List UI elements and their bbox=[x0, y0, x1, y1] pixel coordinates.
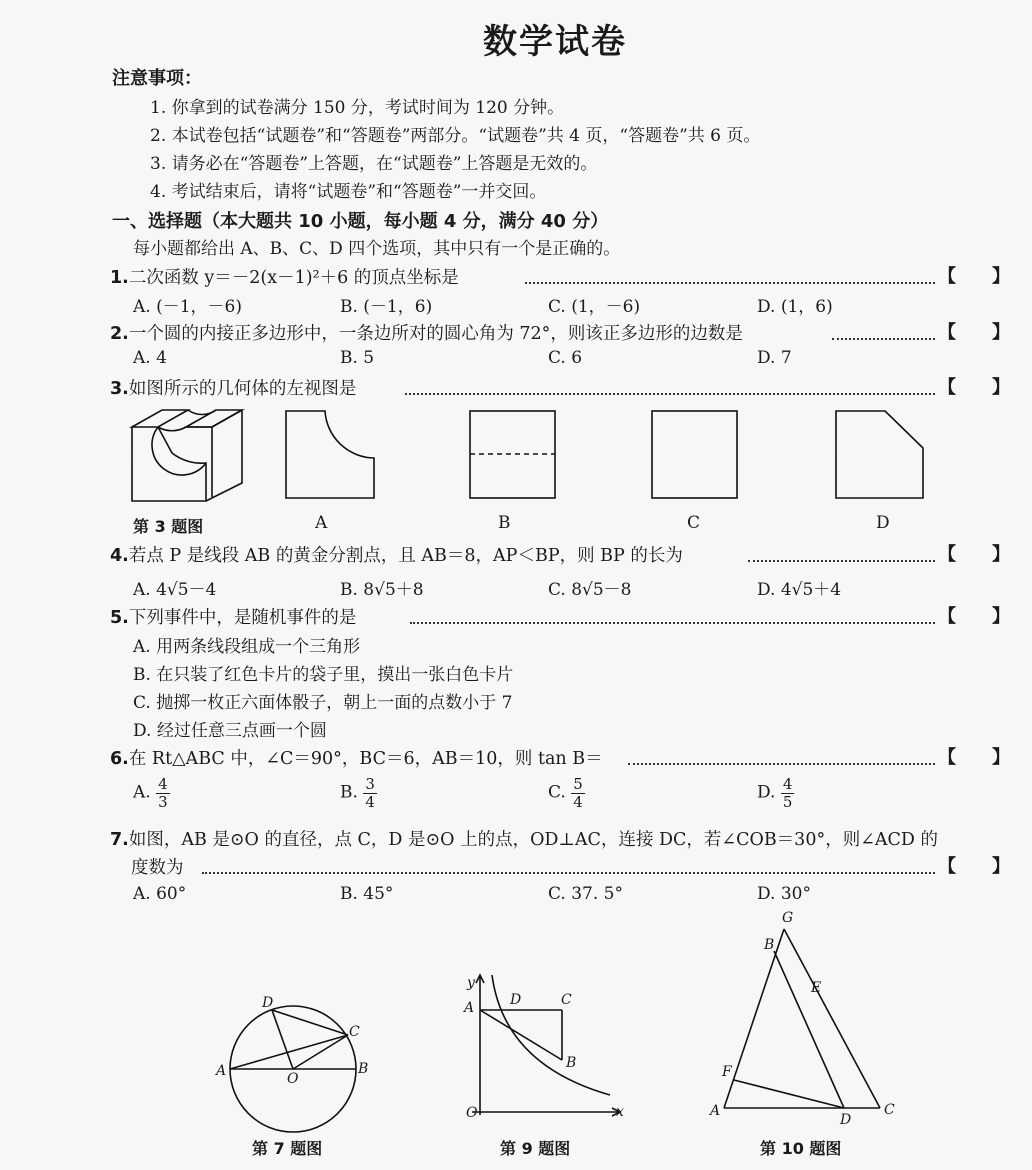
option-c[interactable]: C. 6 bbox=[548, 348, 583, 368]
section-instruction: 每小题都给出 A、B、C、D 四个选项，其中只有一个是正确的。 bbox=[133, 239, 621, 259]
option-b-figure[interactable] bbox=[469, 410, 557, 500]
question-text: 若点 P 是线段 AB 的黄金分割点，且 AB＝8，AP＜BP，则 BP 的长为 bbox=[128, 546, 683, 566]
figure-9-graph bbox=[460, 975, 630, 1125]
solid-3d-figure bbox=[128, 405, 258, 510]
option-a[interactable] bbox=[133, 776, 170, 810]
option-c[interactable]: C. 8√5－8 bbox=[548, 580, 632, 600]
leader-dots bbox=[202, 872, 935, 874]
label-a: A bbox=[710, 1103, 721, 1119]
fraction bbox=[363, 776, 377, 810]
notes-heading: 注意事项： bbox=[112, 68, 202, 89]
figure-caption: 第 7 题图 bbox=[252, 1139, 323, 1158]
option-a[interactable]: A. 用两条线段组成一个三角形 bbox=[133, 637, 361, 657]
label-b: B bbox=[566, 1055, 577, 1071]
answer-bracket[interactable]: 【 】 bbox=[938, 856, 1010, 877]
option-d[interactable]: D. 4√5＋4 bbox=[757, 580, 842, 600]
option-b[interactable]: B. 在只装了红色卡片的袋子里，摸出一张白色卡片 bbox=[133, 665, 514, 685]
label-c: C bbox=[561, 992, 572, 1008]
option-b-label[interactable]: B bbox=[498, 513, 511, 533]
option-c[interactable]: C. 抛掷一枚正六面体骰子，朝上一面的点数小于 7 bbox=[133, 693, 513, 713]
option-b[interactable]: B. 45° bbox=[340, 884, 394, 904]
denominator: 4 bbox=[365, 792, 375, 811]
figure-10-triangles bbox=[720, 925, 885, 1115]
option-a[interactable]: A. 4√5－4 bbox=[133, 580, 217, 600]
answer-bracket[interactable]: 【 】 bbox=[938, 322, 1010, 343]
label-d: D bbox=[840, 1112, 852, 1128]
option-b[interactable]: B. (－1，6) bbox=[340, 297, 433, 317]
answer-bracket[interactable]: 【 】 bbox=[938, 544, 1010, 565]
leader-dots bbox=[525, 282, 935, 284]
question-number: 1. bbox=[110, 268, 129, 288]
label-o: O bbox=[466, 1105, 478, 1121]
question-number: 3. bbox=[110, 379, 129, 399]
option-letter: C. bbox=[548, 782, 566, 803]
figure-caption: 第 10 题图 bbox=[760, 1139, 842, 1158]
option-letter: B. bbox=[340, 782, 358, 803]
option-letter: D. bbox=[757, 782, 776, 803]
option-d[interactable]: D. (1，6) bbox=[757, 297, 833, 317]
fraction bbox=[156, 776, 170, 810]
option-d-figure[interactable] bbox=[835, 410, 925, 500]
numerator: 3 bbox=[365, 775, 375, 793]
numerator: 4 bbox=[782, 775, 793, 793]
option-d[interactable]: D. 30° bbox=[757, 884, 811, 904]
label-f: F bbox=[722, 1064, 732, 1080]
option-c[interactable]: C. (1，－6) bbox=[548, 297, 641, 317]
label-d: D bbox=[510, 992, 522, 1008]
question-number: 5. bbox=[110, 608, 129, 628]
label-c: C bbox=[884, 1102, 895, 1118]
figure-caption: 第 9 题图 bbox=[500, 1139, 571, 1158]
question-text: 如图所示的几何体的左视图是 bbox=[128, 379, 357, 399]
option-b[interactable]: B. 5 bbox=[340, 348, 375, 368]
option-b[interactable]: B. 8√5＋8 bbox=[340, 580, 424, 600]
question-number: 6. bbox=[110, 749, 129, 769]
question-2 bbox=[110, 320, 743, 345]
answer-bracket[interactable]: 【 】 bbox=[938, 747, 1010, 768]
question-1 bbox=[110, 264, 459, 289]
numerator: 4 bbox=[158, 775, 168, 793]
option-c-figure[interactable] bbox=[651, 410, 739, 500]
question-text: 下列事件中，是随机事件的是 bbox=[128, 608, 357, 628]
option-a-label[interactable]: A bbox=[315, 513, 328, 533]
label-b: B bbox=[764, 937, 775, 953]
option-a[interactable]: A. (－1，－6) bbox=[133, 297, 242, 317]
question-text: 如图，AB 是⊙O 的直径，点 C，D 是⊙O 上的点，OD⊥AC，连接 DC，若∠COB＝30°，则∠ACD 的 bbox=[128, 830, 938, 850]
answer-bracket[interactable]: 【 】 bbox=[938, 266, 1010, 287]
question-7 bbox=[110, 826, 938, 851]
option-letter: A. bbox=[133, 782, 151, 803]
section-heading: 一、选择题（本大题共 10 小题，每小题 4 分，满分 40 分） bbox=[112, 211, 609, 232]
numerator: 5 bbox=[573, 775, 583, 793]
denominator: 3 bbox=[158, 792, 168, 811]
note-item: 4. 考试结束后，请将“试题卷”和“答题卷”一并交回。 bbox=[150, 182, 547, 202]
option-d-label[interactable]: D bbox=[876, 513, 890, 533]
option-c[interactable] bbox=[548, 776, 585, 810]
question-4 bbox=[110, 542, 683, 567]
label-a: A bbox=[464, 1000, 475, 1016]
label-c: C bbox=[349, 1024, 360, 1040]
leader-dots bbox=[405, 393, 935, 395]
option-a-figure[interactable] bbox=[285, 410, 377, 500]
question-text: 二次函数 y＝－2(x－1)²＋6 的顶点坐标是 bbox=[128, 268, 459, 288]
leader-dots bbox=[748, 560, 935, 562]
label-o: O bbox=[287, 1071, 299, 1087]
question-5 bbox=[110, 604, 356, 629]
question-number: 2. bbox=[110, 324, 129, 344]
answer-bracket[interactable]: 【 】 bbox=[938, 377, 1010, 398]
option-b[interactable] bbox=[340, 776, 377, 810]
question-number: 4. bbox=[110, 546, 129, 566]
denominator: 5 bbox=[782, 792, 793, 811]
answer-bracket[interactable]: 【 】 bbox=[938, 606, 1010, 627]
option-c[interactable]: C. 37. 5° bbox=[548, 884, 623, 904]
question-text: 一个圆的内接正多边形中，一条边所对的圆心角为 72°，则该正多边形的边数是 bbox=[128, 324, 743, 344]
label-y: y bbox=[467, 975, 475, 991]
fraction bbox=[571, 776, 585, 810]
note-item: 3. 请务必在“答题卷”上答题，在“试题卷”上答题是无效的。 bbox=[150, 154, 598, 174]
label-e: E bbox=[811, 980, 822, 996]
page-title: 数学试卷 bbox=[483, 22, 627, 62]
leader-dots bbox=[410, 622, 935, 624]
leader-dots bbox=[628, 763, 935, 765]
question-text: 在 Rt△ABC 中，∠C＝90°，BC＝6，AB＝10，则 tan B＝ bbox=[128, 749, 603, 769]
question-3 bbox=[110, 375, 356, 400]
figure-caption: 第 3 题图 bbox=[133, 517, 204, 536]
label-b: B bbox=[358, 1061, 369, 1077]
option-c-label[interactable]: C bbox=[687, 513, 701, 533]
option-a[interactable]: A. 60° bbox=[133, 884, 187, 904]
question-6 bbox=[110, 745, 603, 770]
option-d[interactable]: D. 7 bbox=[757, 348, 792, 368]
label-a: A bbox=[216, 1063, 227, 1079]
option-a[interactable]: A. 4 bbox=[133, 348, 167, 368]
leader-dots bbox=[832, 338, 935, 340]
figure-7-circle bbox=[228, 1004, 358, 1134]
note-item: 2. 本试卷包括“试题卷”和“答题卷”两部分。“试题卷”共 4 页，“答题卷”共 6 页。 bbox=[150, 126, 761, 146]
fraction bbox=[781, 776, 795, 810]
label-x: x bbox=[616, 1104, 624, 1120]
option-d[interactable] bbox=[757, 776, 794, 810]
denominator: 4 bbox=[573, 792, 583, 811]
label-d: D bbox=[262, 995, 274, 1011]
question-number: 7. bbox=[110, 830, 129, 850]
option-d[interactable]: D. 经过任意三点画一个圆 bbox=[133, 721, 327, 741]
label-g: G bbox=[782, 910, 794, 926]
note-item: 1. 你拿到的试卷满分 150 分，考试时间为 120 分钟。 bbox=[150, 98, 565, 118]
question-7-line2: 度数为 bbox=[131, 858, 184, 878]
